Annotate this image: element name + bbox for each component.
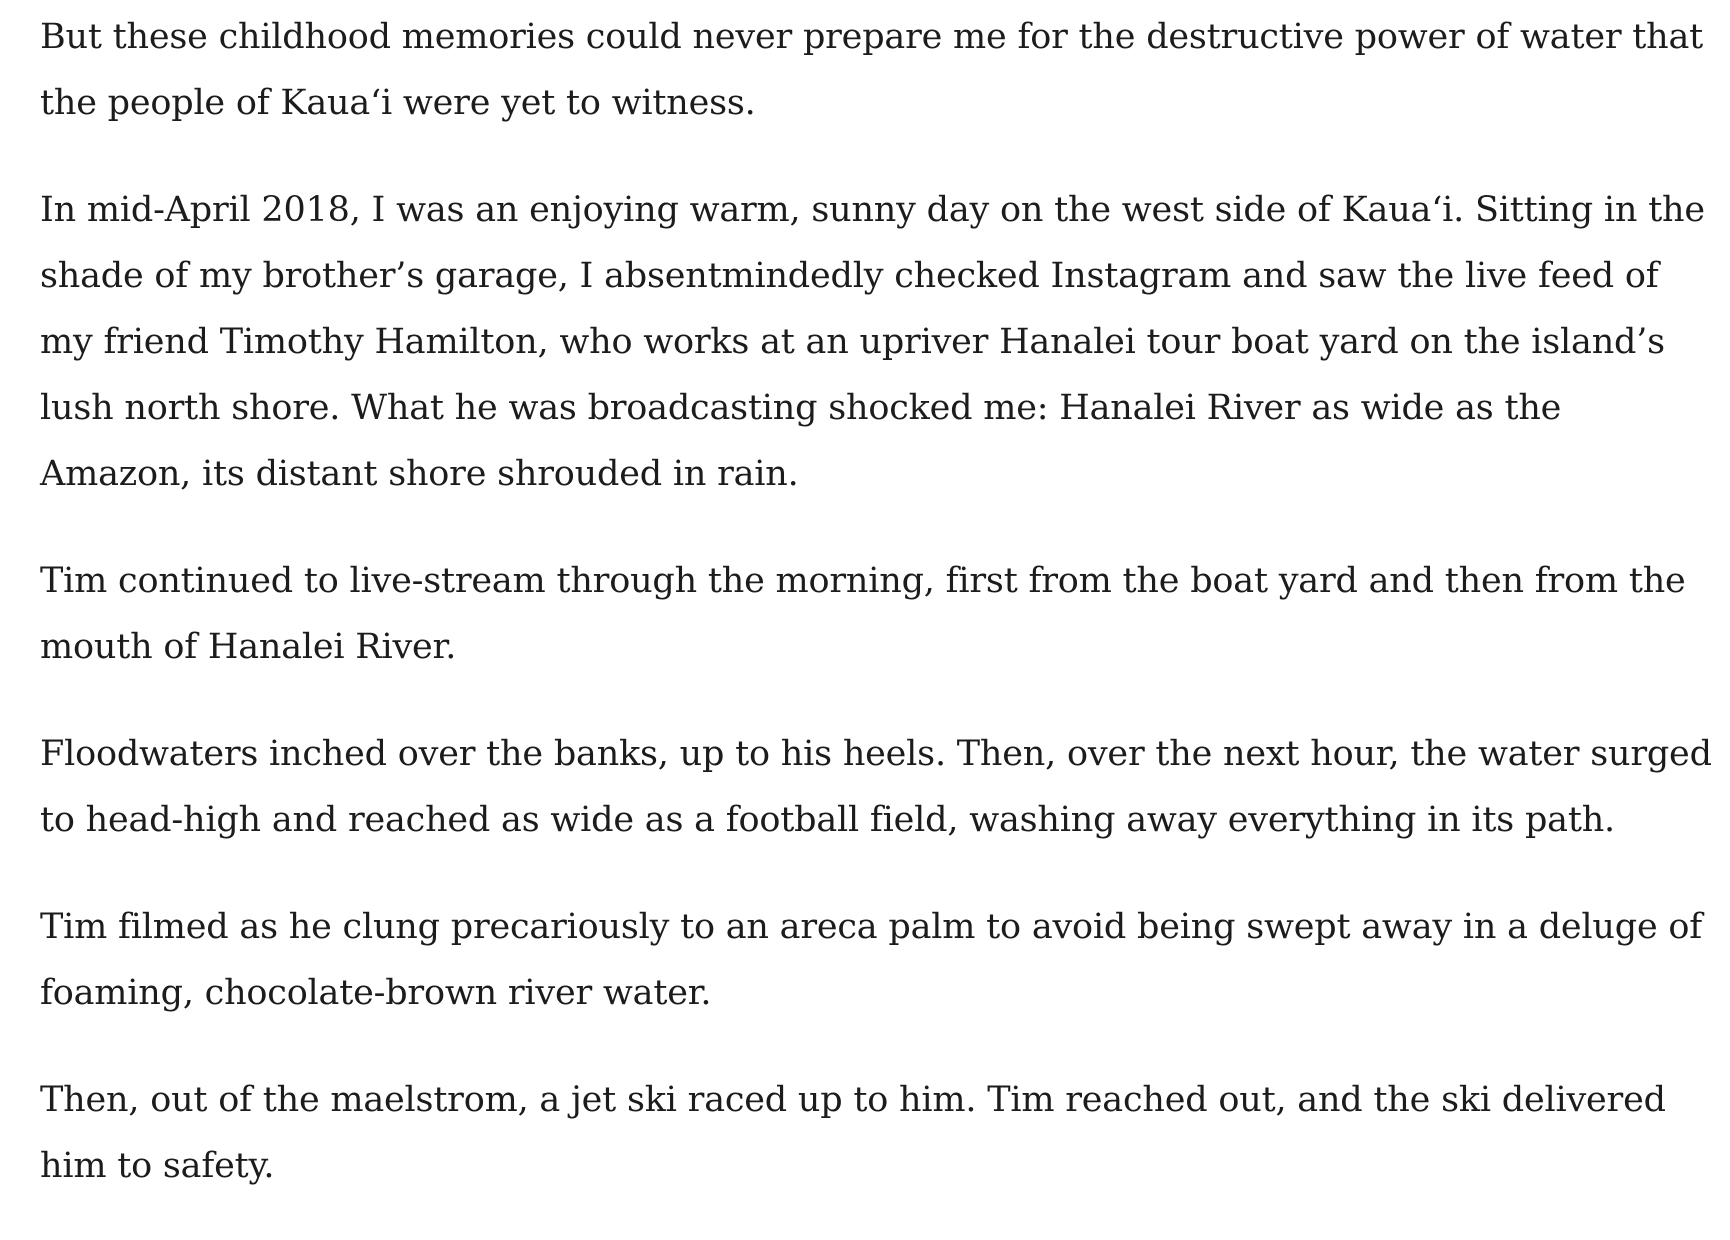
article-body: [40, 4, 1712, 1240]
paragraph-floodwaters: Floodwaters inched over the banks, up to his heels. Then, over the next hour, the water surged to head-high and reached as wide as a football field, washing away everything in its path.: [40, 734, 1712, 840]
paragraph-live-stream: Tim continued to live-stream through the morning, first from the boat yard and then from the mouth of Hanalei River.: [40, 561, 1686, 667]
paragraph-areca-palm: Tim filmed as he clung precariously to an areca palm to avoid being swept away in a deluge of foaming, chocolate-brown river water.: [40, 907, 1703, 1013]
paragraph-jet-ski: Then, out of the maelstrom, a jet ski raced up to him. Tim reached out, and the ski delivered him to safety.: [40, 1080, 1666, 1186]
paragraph-childhood-memories: But these childhood memories could never prepare me for the destructive power of water that the people of Kauaʻi were yet to witness.: [40, 17, 1704, 123]
paragraph-mid-april-2018: In mid-April 2018, I was an enjoying warm, sunny day on the west side of Kauaʻi. Sitting in the shade of my brother’s garage, I absentmindedly checked Instagram and saw the live feed of my friend Timothy Hamilton, who works at an upriver Hanalei tour boat yard on the island’s lush north shore. What he was broadcasting shocked me: Hanalei River as wide as the Amazon, its distant shore shrouded in rain.: [40, 190, 1705, 494]
